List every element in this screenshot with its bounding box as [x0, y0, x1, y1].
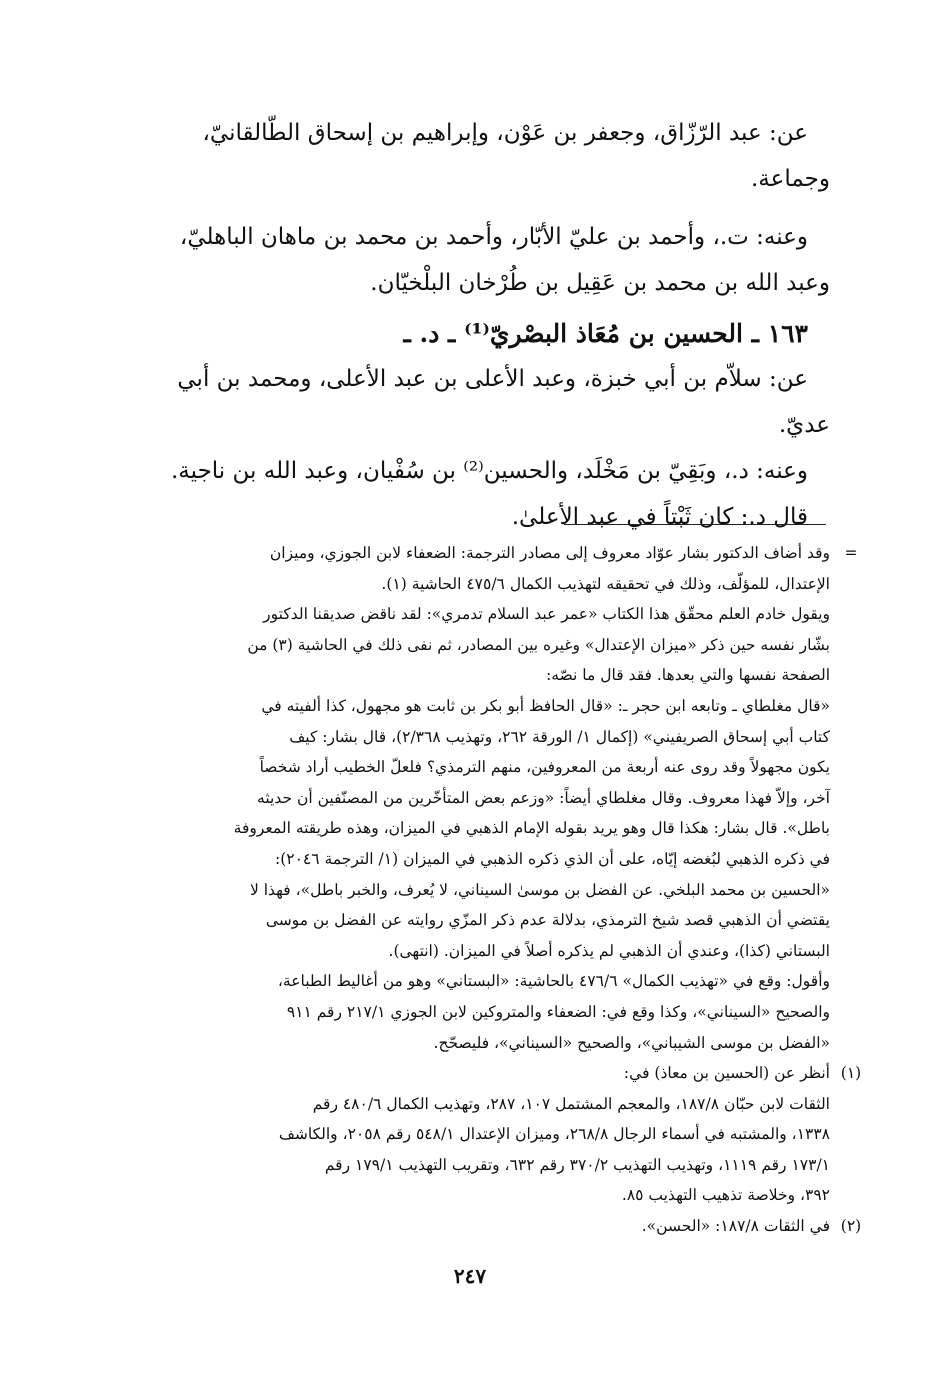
footnote-line: وأقول: وقع في «تهذيب الكمال» ٤٧٦/٦ بالحاشية: «البستاني» وهو من أغاليط الطباعة،	[277, 972, 830, 991]
footnote-line: باطل». قال بشار: هكذا قال وهو يريد بقوله الإمام الذهبي في الميزان، وهذه طريقته المعروفة	[233, 819, 830, 838]
footnote-line: الإعتدال، للمؤلّف، وذلك في تحقيقه لتهذيب الكمال ٤٧٥/٦ الحاشية (١).	[381, 574, 830, 593]
footnote-line: الصفحة نفسها والتي بعدها. فقد قال ما نصّه:	[546, 666, 830, 685]
footnote-text: وقد أضاف الدكتور بشار عوّاد معروف إلى مصادر الترجمة: الضعفاء لابن الجوزي، وميزان	[269, 544, 830, 562]
footnote-line: كتاب أبي إسحاق الصريفيني» (إكمال ١/ الورقة ٢٦٢، وتهذيب ٢/٣٦٨)، قال بشار: كيف	[289, 727, 830, 746]
footnote-line: ٣٩٢، وخلاصة تذهيب التهذيب ٨٥.	[621, 1186, 830, 1205]
footnote-line: الثقات لابن حبّان ١٨٧/٨، والمعجم المشتمل ١٠٧، ٢٨٧، وتهذيب الكمال ٤٨٠/٦ رقم	[312, 1094, 830, 1113]
entry-heading: ١٦٣ ـ الحسين بن مُعَاذ البصْريّ⁽¹⁾ ـ د. ـ	[403, 319, 808, 348]
main-line: وجماعة.	[751, 166, 830, 192]
footnote-line: آخر، وإلاّ فهذا معروف. وقال مغلطاي أيضاً: «وزعم بعض المتأخّرين من المصنّفين أن حديثه	[257, 788, 830, 807]
footnote-line: البستاني (كذا)، وعندي أن الذهبي لم يذكره أصلاً في الميزان. (انتهى).	[388, 941, 830, 960]
footnote-line: في ذكره الذهبي لبُغضه إيّاه، على أن الذي ذكره الذهبي في الميزان (١/ الترجمة ٢٠٤٦):	[274, 849, 830, 868]
footnote-line: ١٧٣/١ رقم ١١١٩، وتهذيب التهذيب ٣٧٠/٢ رقم ٦٣٢، وتقريب التهذيب ١٧٩/١ رقم	[324, 1155, 830, 1174]
main-text	[110, 110, 830, 540]
footnote-line: بشّار نفسه حين ذكر «ميزان الإعتدال» وغيره بين المصادر، ثم نفى ذلك في الحاشية (٣) من	[247, 635, 830, 654]
footnote-separator	[564, 524, 826, 525]
footnote-line: «الفضل بن موسى الشيباني»، والصحيح «السيناني»، فليصحّح.	[433, 1033, 830, 1052]
main-line: قال د.: كان ثَبْتاً في عبد الأعلىٰ.	[511, 504, 808, 530]
page-number: ٢٤٧	[453, 1264, 487, 1288]
footnote-marker-2: (٢)	[840, 1217, 862, 1236]
footnote-marker-1: (١)	[840, 1064, 862, 1083]
footnote-2	[110, 1211, 862, 1242]
footnote-line: يقتضي أن الذهبي قصد شيخ الترمذي، بدلالة عدم ذكر المزّي روايته عن الفضل بن موسى	[265, 911, 830, 930]
footnote-line: ويقول خادم العلم محقّق هذا الكتاب «عمر عبد السلام تدمري»: لقد ناقض صديقنا الدكتور	[263, 605, 830, 624]
footnote-1	[110, 1058, 862, 1089]
footnote-line: والصحيح «السيناني»، وكذا وقع في: الضعفاء والمتروكين لابن الجوزي ٢١٧/١ رقم ٩١١	[286, 1002, 830, 1021]
main-line: وعنه: د.، وبَقِيّ بن مَخْلَد، والحسين⁽²⁾ بن سُفْيان، وعبد الله بن ناجية.	[171, 458, 808, 484]
footnote-text: أنظر عن (الحسين بن معاذ) في:	[623, 1064, 830, 1083]
main-line: وعنه: ت.، وأحمد بن عليّ الأبّار، وأحمد بن محمد بن ماهان الباهليّ،	[179, 224, 808, 250]
footnote-line: «الحسين بن محمد البلخي. عن الفضل بن موسىٰ السيناني، لا يُعرف، والخبر باطل»، فهذا لا	[249, 880, 830, 899]
footnote-text: في الثقات ١٨٧/٨: «الحسن».	[641, 1217, 830, 1236]
footnote-line	[110, 538, 858, 569]
footnote-line: يكون مجهولاً وقد روى عنه أربعة من المعروفين، منهم الترمذي؟ فلعلّ الخطيب أراد شخصاً	[259, 758, 830, 777]
footnotes	[110, 538, 862, 1242]
main-line: عديّ.	[778, 412, 830, 438]
main-line: وعبد الله بن محمد بن عَقِيل بن طُرْخان البلْخيّان.	[370, 270, 830, 296]
main-line: عن: سلاّم بن أبي خبزة، وعبد الأعلى بن عبد الأعلى، ومحمد بن أبي	[177, 366, 808, 392]
main-line: عن: عبد الرّزّاق، وجعفر بن عَوْن، وإبراهيم بن إسحاق الطّالقانيّ،	[202, 120, 808, 146]
continuation-marker: =	[844, 544, 858, 562]
footnote-line: «قال مغلطاي ـ وتابعه ابن حجر ـ: «قال الحافظ أبو بكر بن ثابت هو مجهول، كذا ألفيته في	[261, 696, 830, 715]
footnote-line: ١٣٣٨، والمشتبه في أسماء الرجال ٢٦٨/٨، وميزان الإعتدال ٥٤٨/١ رقم ٢٠٥٨، والكاشف	[278, 1125, 830, 1144]
